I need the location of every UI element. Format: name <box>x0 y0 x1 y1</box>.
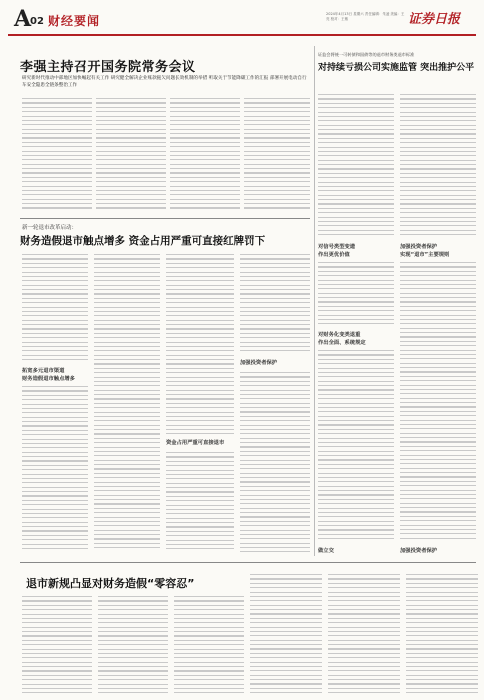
lead-subheadline: 研究新时代推动中部地区加快崛起有关工作 研究健全解决企业账款拖欠问题长效机制的举措 听取关于节能降碳工作的汇报 部署开展电动自行车安全隐患全链条整治工作 <box>22 76 307 88</box>
masthead-rule <box>8 34 476 36</box>
lead-column-3 <box>170 98 240 210</box>
story2-kicker: 新一轮退市改革启动： <box>22 225 78 231</box>
page-number: 02 <box>30 16 44 27</box>
story2-subhead: 财务造假退市触点增多 <box>22 376 75 382</box>
right-box-column-1 <box>318 94 394 238</box>
story2-column-1b <box>22 386 88 552</box>
newspaper-logo: 证券日报 <box>408 12 461 27</box>
story2-column-4b <box>240 372 310 552</box>
story3-top-rule <box>20 562 476 563</box>
right-box-subhead: 作出全面、系统规定 <box>318 340 366 346</box>
story2-top-rule <box>20 218 310 219</box>
right-box-subhead: 对信号类型变遗 <box>318 244 356 250</box>
right-box-column-2 <box>400 94 476 238</box>
story2-column-2 <box>94 254 160 552</box>
right-box-subhead: 做立交 <box>318 548 334 554</box>
story2-subhead: 资金占用严重可直接退市 <box>166 440 225 446</box>
right-box-kicker: 证监会将统一可转债和国债等的退市财务类退市标准 <box>318 52 415 57</box>
story3-column-1 <box>22 596 92 696</box>
story3-column-5 <box>328 574 400 696</box>
story3-column-6 <box>406 574 478 696</box>
right-box-column-3 <box>318 262 394 326</box>
right-box-subhead: 加强投资者保护 <box>400 244 438 250</box>
masthead <box>8 6 478 34</box>
story2-subhead: 拓宽多元退市渠道 <box>22 368 65 374</box>
lead-headline: 李强主持召开国务院常务会议 <box>20 60 196 75</box>
right-box-headline: 对持续亏损公司实施监管 突出推护公平 <box>318 63 475 73</box>
story2-column-3b <box>166 452 234 552</box>
story2-column-1 <box>22 254 88 362</box>
story2-column-4 <box>240 254 310 354</box>
right-column-divider <box>314 46 315 556</box>
right-box-subhead: 加强投资者保护 <box>400 548 438 554</box>
story3-headline: 退市新规凸显对财务造假“零容忍” <box>26 577 195 590</box>
right-box-subhead: 对财务化变类退重 <box>318 332 361 338</box>
section-title: 财经要闻 <box>48 14 101 28</box>
story3-column-4 <box>250 574 322 696</box>
issue-info: 2024年4月13日 星期六 责任编辑：朱凌 美编：王亮 校对：王敏 <box>326 12 405 21</box>
story2-column-3 <box>166 254 234 434</box>
story2-subhead: 加强投资者保护 <box>240 360 278 366</box>
story2-headline: 财务造假退市触点增多 资金占用严重可直接红牌罚下 <box>20 235 266 247</box>
story3-column-2 <box>98 596 168 696</box>
right-box-subhead: 作出更优价值 <box>318 252 350 258</box>
right-box-column-5 <box>318 350 394 542</box>
page-letter: A <box>14 6 31 32</box>
right-box-column-4 <box>400 262 476 542</box>
right-box-subhead: 实现“退市”主要规则 <box>400 252 450 258</box>
story3-column-3 <box>174 596 244 696</box>
lead-column-4 <box>244 98 310 210</box>
lead-column-1 <box>22 98 92 210</box>
lead-column-2 <box>96 98 166 210</box>
